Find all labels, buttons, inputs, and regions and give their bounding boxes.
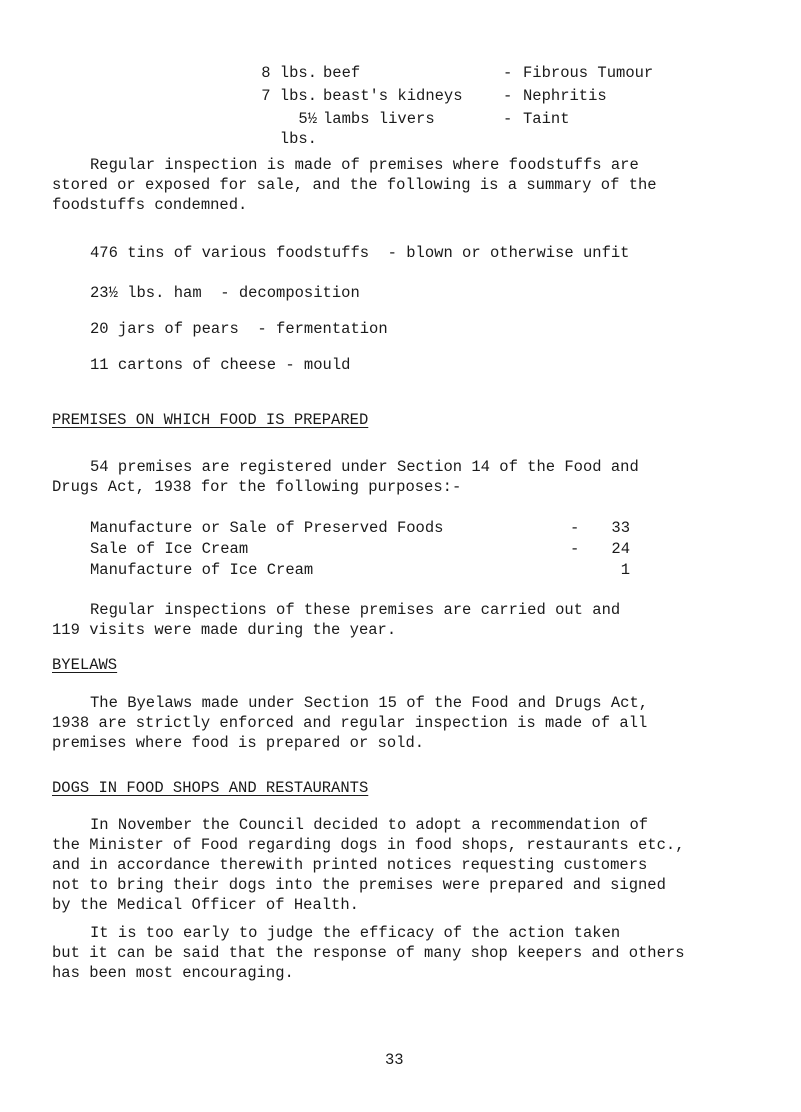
dash: -	[570, 540, 580, 558]
text-line: but it can be said that the response of many shop keepers and others	[52, 944, 685, 962]
purpose-row	[90, 560, 630, 580]
purpose-row	[90, 518, 630, 538]
condemned-row	[255, 109, 715, 148]
text-line: Regular inspections of these premises are carried out and	[90, 601, 621, 619]
quantity: 5½ lbs.	[279, 110, 317, 148]
purpose-count: 24	[611, 540, 630, 558]
purpose-label: Manufacture of Ice Cream	[90, 561, 314, 579]
reason: Fibrous Tumour	[523, 64, 654, 82]
item: beast's kidneys	[323, 87, 463, 105]
condemned-row	[255, 86, 715, 106]
condemned-row	[255, 63, 715, 83]
condemned-foodstuff: 11 cartons of cheese - mould	[90, 356, 351, 374]
purpose-count: 1	[620, 561, 630, 579]
dogs-paragraph-2	[52, 923, 772, 983]
dash: -	[503, 110, 513, 128]
text-line: stored or exposed for sale, and the following is a summary of the	[52, 176, 657, 194]
text-line: 54 premises are registered under Section 14 of the Food and	[90, 458, 639, 476]
text-line: It is too early to judge the efficacy of the action taken	[90, 924, 621, 942]
reason: Taint	[523, 110, 570, 128]
text-line: 1938 are strictly enforced and regular inspection is made of all	[52, 714, 648, 732]
item: lambs livers	[323, 110, 435, 128]
text-line: premises where food is prepared or sold.	[52, 734, 425, 752]
premises-outro	[52, 600, 772, 640]
dash: -	[570, 519, 580, 537]
byelaws-paragraph	[52, 693, 772, 753]
page-number: 33	[385, 1051, 404, 1069]
text-line: The Byelaws made under Section 15 of the Food and Drugs Act,	[90, 694, 649, 712]
condemned-foodstuff: 20 jars of pears - fermentation	[90, 320, 388, 338]
text-line: Drugs Act, 1938 for the following purposes:-	[52, 478, 462, 496]
text-line: 119 visits were made during the year.	[52, 621, 397, 639]
purpose-label: Manufacture or Sale of Preserved Foods	[90, 519, 444, 537]
dash: -	[503, 64, 513, 82]
purpose-label: Sale of Ice Cream	[90, 540, 249, 558]
text-line: Regular inspection is made of premises where foodstuffs are	[90, 156, 639, 174]
text-line: has been most encouraging.	[52, 964, 294, 982]
purpose-row	[90, 539, 630, 559]
condemned-foodstuff: 476 tins of various foodstuffs - blown or otherwise unfit	[90, 244, 630, 262]
quantity: 8 lbs.	[261, 64, 317, 82]
purpose-count: 33	[611, 519, 630, 537]
section-heading-byelaws: BYELAWS	[52, 656, 118, 674]
condemned-foodstuff: 23½ lbs. ham - decomposition	[90, 284, 360, 302]
premises-intro	[52, 457, 772, 497]
quantity: 7 lbs.	[261, 87, 317, 105]
text-line: In November the Council decided to adopt a recommendation of	[90, 816, 649, 834]
text-line: the Minister of Food regarding dogs in food shops, restaurants etc.,	[52, 836, 685, 854]
section-heading-dogs: DOGS IN FOOD SHOPS AND RESTAURANTS	[52, 779, 369, 797]
reason: Nephritis	[523, 87, 607, 105]
inspection-paragraph	[52, 155, 772, 215]
dash: -	[503, 87, 513, 105]
dogs-paragraph-1	[52, 815, 772, 915]
text-line: by the Medical Officer of Health.	[52, 896, 359, 914]
text-line: and in accordance therewith printed notices requesting customers	[52, 856, 648, 874]
text-line: not to bring their dogs into the premises were prepared and signed	[52, 876, 666, 894]
section-heading-premises: PREMISES ON WHICH FOOD IS PREPARED	[52, 411, 369, 429]
text-line: foodstuffs condemned.	[52, 196, 248, 214]
item: beef	[323, 64, 361, 82]
